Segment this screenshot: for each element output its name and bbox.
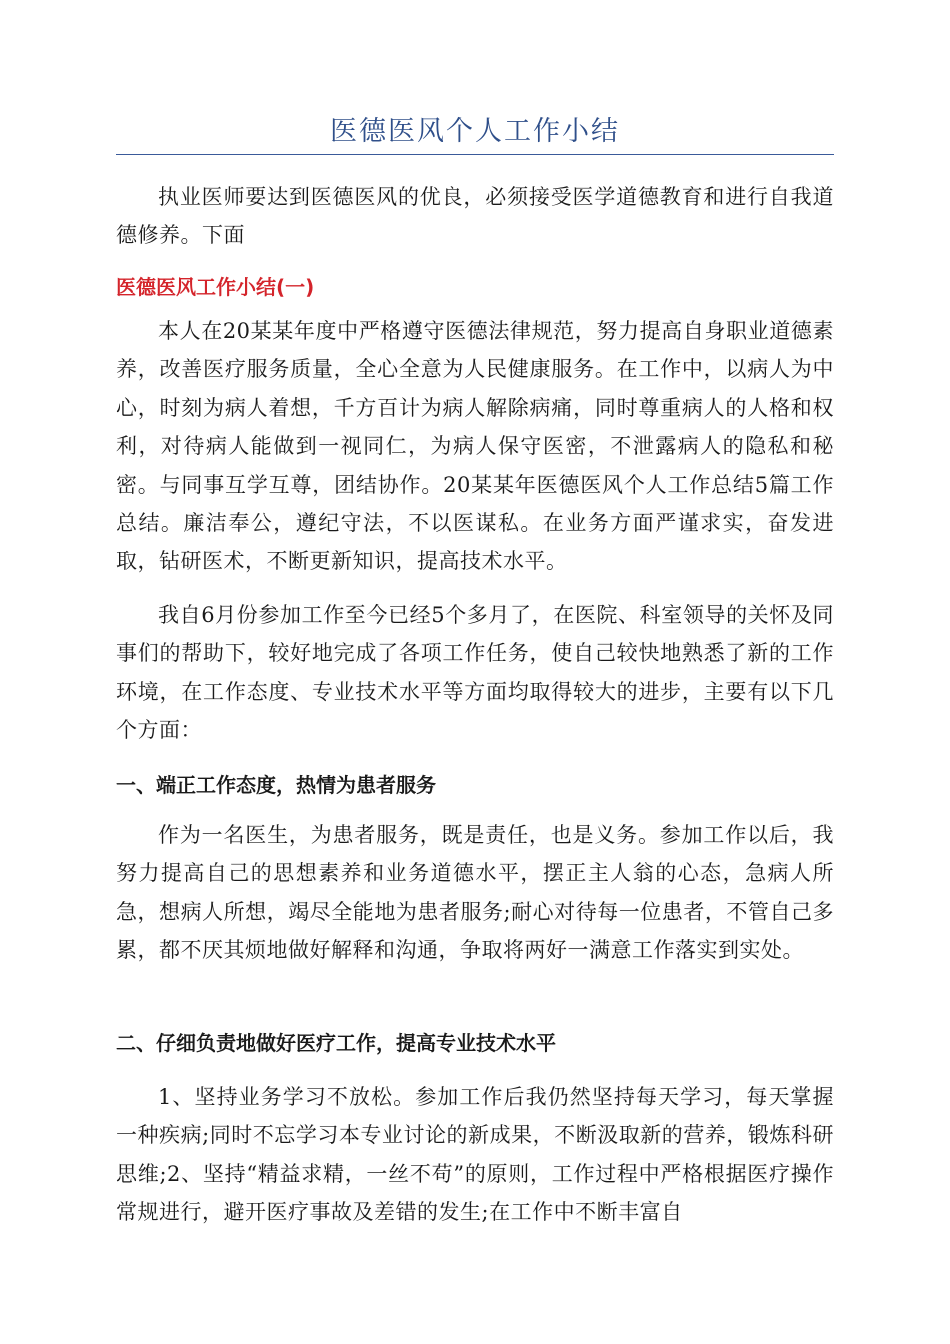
- subheading-2: 二、仔细负责地做好医疗工作，提高专业技术水平: [116, 1031, 556, 1055]
- title-underline: [116, 154, 834, 155]
- body-paragraph-2: 我自6月份参加工作至今已经5个多月了，在医院、科室领导的关怀及同事们的帮助下，较好地完成了各项工作任务，使自己较快地熟悉了新的工作环境，在工作态度、专业技术水平等方面均取得较大的进步，主要有以下几个方面：: [116, 603, 834, 743]
- intro-paragraph: 执业医师要达到医德医风的优良，必须接受医学道德教育和进行自我道德修养。下面: [116, 185, 834, 248]
- document-title: 医德医风个人工作小结: [330, 116, 620, 147]
- subheading-1: 一、端正工作态度，热情为患者服务: [116, 773, 436, 797]
- body-paragraph-4: 1、坚持业务学习不放松。参加工作后我仍然坚持每天学习，每天掌握一种疾病;同时不忘学习本专业讨论的新成果，不断汲取新的营养，锻炼科研思维;2、坚持“精益求精，一丝不苟”的原则，工作过程中严格根据医疗操作常规进行，避开医疗事故及差错的发生;在工作中不断丰富自: [116, 1085, 834, 1225]
- section-heading: 医德医风工作小结(一): [116, 275, 315, 299]
- body-paragraph-1: 本人在20某某年度中严格遵守医德法律规范，努力提高自身职业道德素养，改善医疗服务质量，全心全意为人民健康服务。在工作中，以病人为中心，时刻为病人着想，千方百计为病人解除病痛，同时尊重病人的人格和权利，对待病人能做到一视同仁，为病人保守医密，不泄露病人的隐私和秘密。与同事互学互尊，团结协作。20某某年医德医风个人工作总结5篇工作总结。廉洁奉公，遵纪守法，不以医谋私。在业务方面严谨求实，奋发进取，钻研医术，不断更新知识，提高技术水平。: [116, 319, 834, 574]
- body-paragraph-3: 作为一名医生，为患者服务，既是责任，也是义务。参加工作以后，我努力提高自己的思想素养和业务道德水平，摆正主人翁的心态，急病人所急，想病人所想，竭尽全能地为患者服务;耐心对待每一位患者，不管自己多累，都不厌其烦地做好解释和沟通，争取将两好一满意工作落实到实处。: [116, 823, 834, 963]
